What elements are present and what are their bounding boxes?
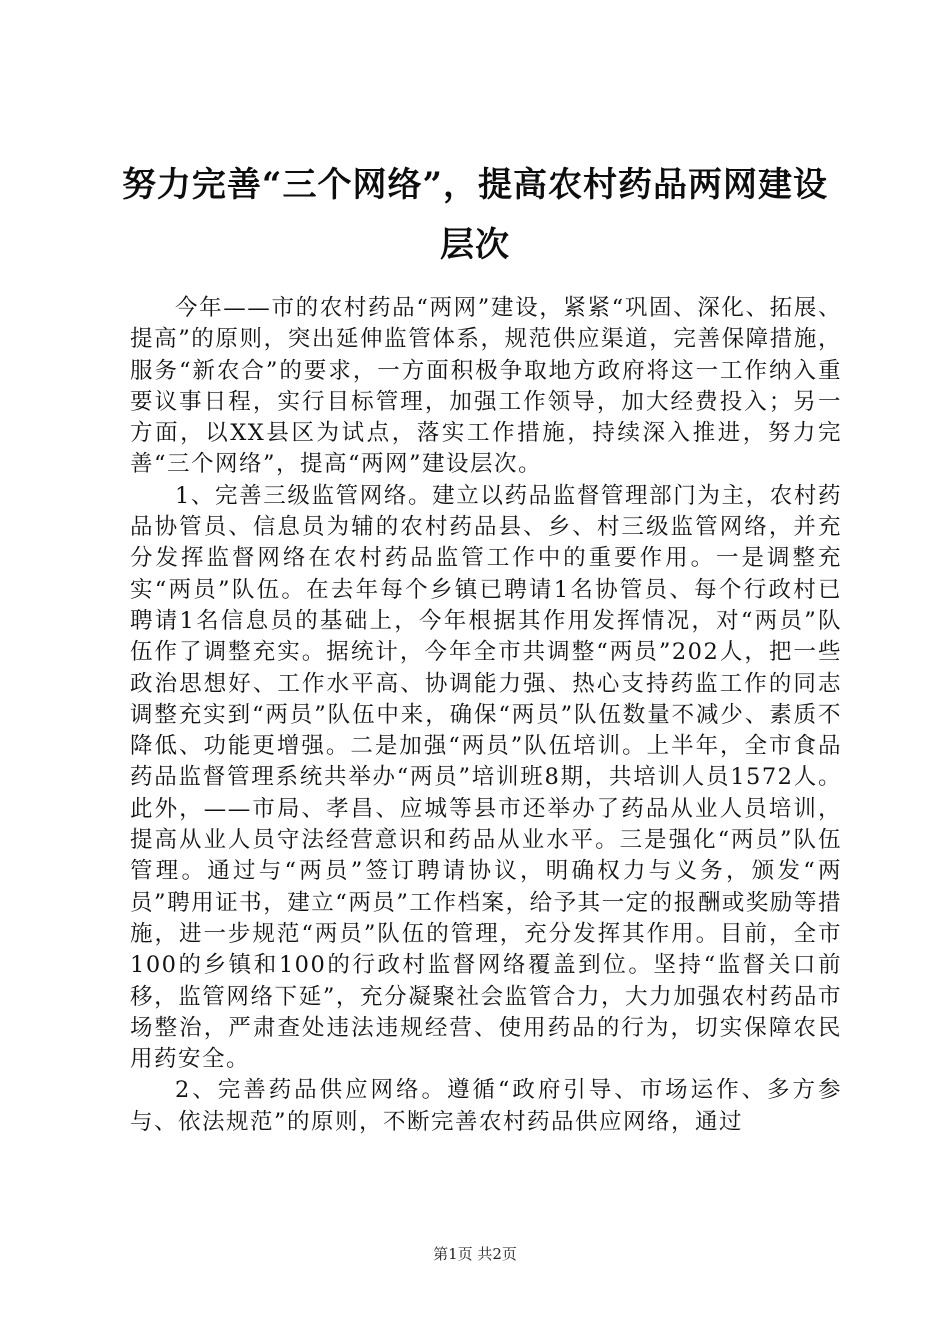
document-title: 努力完善“三个网络”，提高农村药品两网建设层次: [121, 165, 829, 265]
page-footer: 第1页 共2页: [433, 1245, 517, 1263]
paragraph-intro: 今年——市的农村药品“两网”建设，紧紧“巩固、深化、拓展、提高”的原则，突出延伸监管体系，规范供应渠道，完善保障措施，服务“新农合”的要求，一方面积极争取地方政府将这一工作纳入重要议事日程，实行目标管理，加强工作领导，加大经费投入；另一方面，以XX县区为试点，落实工作措施，持续深入推进，努力完善“三个网络”，提高“两网”建设层次。: [130, 295, 842, 478]
document-body: [130, 293, 842, 1138]
paragraph-supervision-network: 1、完善三级监管网络。建立以药品监督管理部门为主，农村药品协管员、信息员为辅的农村药品县、乡、村三级监管网络，并充分发挥监督网络在农村药品监管工作中的重要作用。一是调整充实“两员”队伍。在去年每个乡镇已聘请1名协管员、每个行政村已聘请1名信息员的基础上，今年根据其作用发挥情况，对“两员”队伍作了调整充实。据统计，今年全市共调整“两员”202人，把一些政治思想好、工作水平高、协调能力强、热心支持药监工作的同志调整充实到“两员”队伍中来，确保“两员”队伍数量不减少、素质不降低、功能更增强。二是加强“两员”队伍培训。上半年，全市食品药品监督管理系统共举办“两员”培训班8期，共培训人员1572人。此外，——市局、孝昌、应城等县市还举办了药品从业人员培训，提高从业人员守法经营意识和药品从业水平。三是强化“两员”队伍管理。通过与“两员”签订聘请协议，明确权力与义务，颁发“两员”聘用证书，建立“两员”工作档案，给予其一定的报酬或奖励等措施，进一步规范“两员”队伍的管理，充分发挥其作用。目前，全市100的乡镇和100的行政村监督网络覆盖到位。坚持“监督关口前移，监管网络下延”，充分凝聚社会监管合力，大力加强农村药品市场整治，严肃查处违法违规经营、使用药品的行为，切实保障农民用药安全。: [130, 482, 842, 1073]
paragraph-supply-network: 2、完善药品供应网络。遵循“政府引导、市场运作、多方参与、依法规范”的原则，不断完善农村药品供应网络，通过: [130, 1077, 842, 1135]
